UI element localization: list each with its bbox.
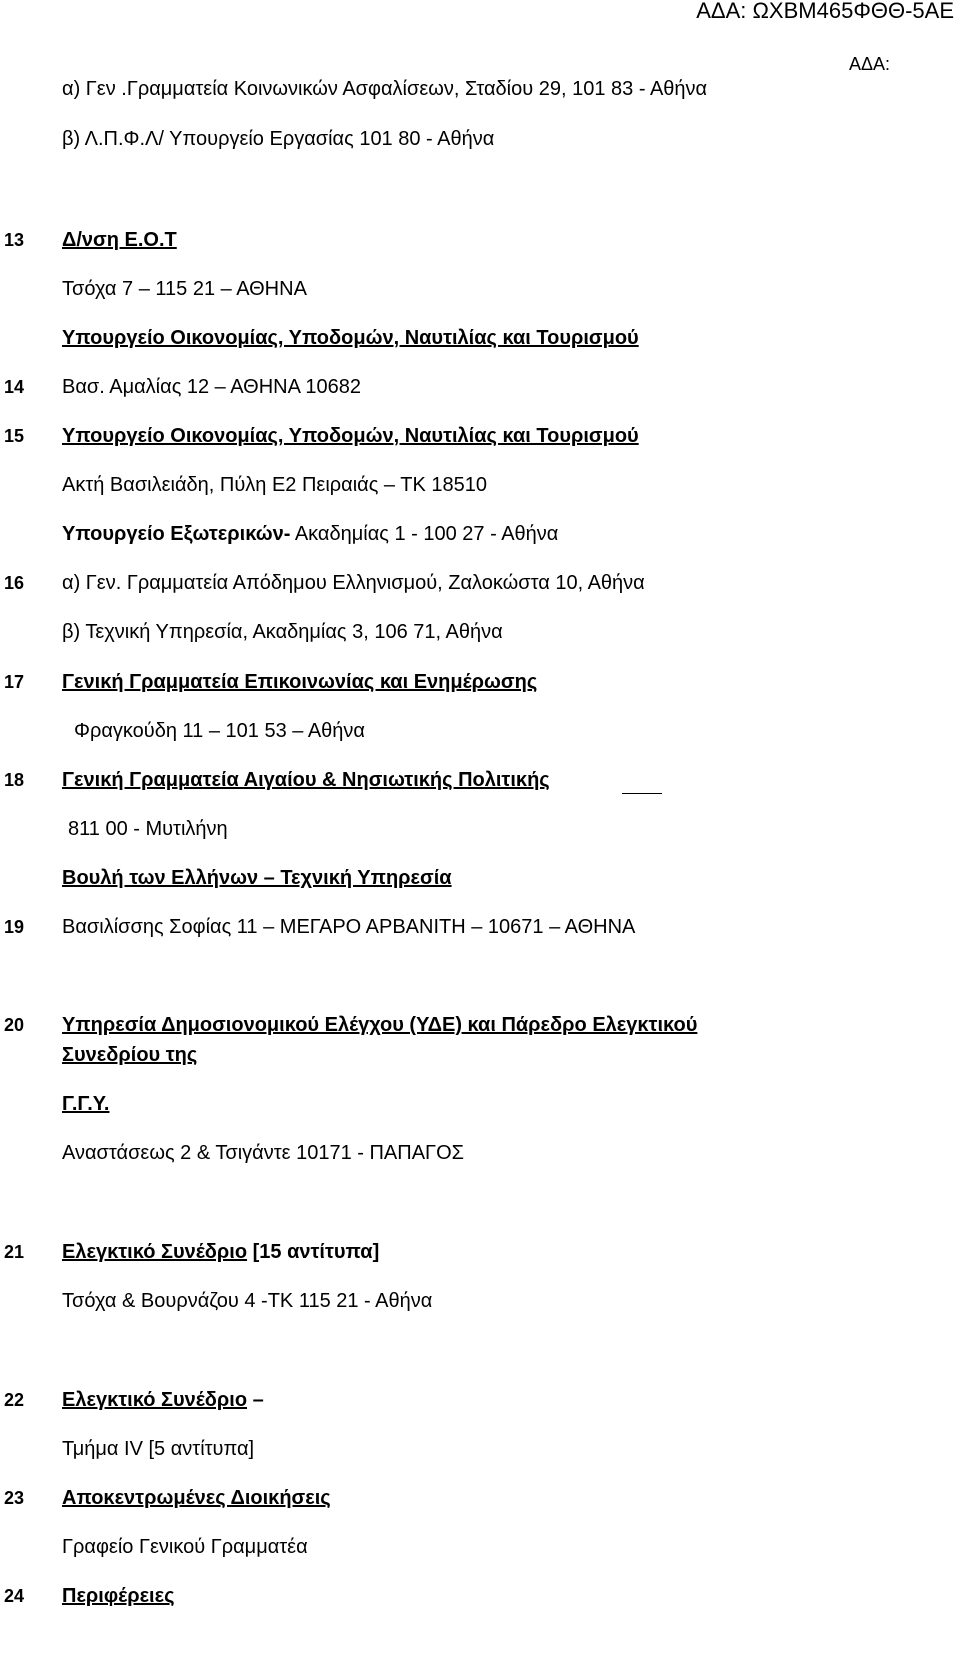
dash: –: [247, 1389, 264, 1411]
ada-code-header: ΑΔΑ: ΩΧΒΜ465ΦΘΘ-5ΑΕ: [696, 0, 954, 23]
item-number: 23: [4, 1488, 25, 1508]
recipient-line: [62, 522, 558, 546]
item-number: 17: [4, 672, 25, 692]
recipient-line: [62, 1388, 264, 1412]
address-line: Τμήμα IV [5 αντίτυπα]: [62, 1438, 255, 1460]
recipient-title: Ελεγκτικό Συνέδριο: [62, 1389, 248, 1411]
item-number: 15: [4, 426, 25, 446]
recipient-title: Συνεδρίου της: [62, 1044, 198, 1066]
item-number: 19: [4, 917, 25, 937]
address-line: β) Λ.Π.Φ.Λ/ Υπουργείο Εργασίας 101 80 - Αθήνα: [62, 128, 495, 150]
address-line: Βασ. Αμαλίας 12 – ΑΘΗΝΑ 10682: [62, 376, 362, 398]
address-line: α) Γεν .Γραμματεία Κοινωνικών Ασφαλίσεων, Σταδίου 29, 101 83 - Αθήνα: [62, 78, 708, 100]
recipient-title: Δ/νση Ε.Ο.Τ: [62, 229, 177, 251]
address-line: Τσόχα & Βουρνάζου 4 -ΤΚ 115 21 - Αθήνα: [62, 1290, 433, 1312]
recipient-title: Γενική Γραμματεία Επικοινωνίας και Ενημέρωσης: [62, 671, 538, 693]
recipient-title: Υπηρεσία Δημοσιονομικού Ελέγχου (ΥΔΕ) και Πάρεδρο Ελεγκτικού: [62, 1014, 698, 1036]
ada-label: ΑΔΑ:: [849, 54, 891, 74]
recipient-title: Βουλή των Ελλήνων – Τεχνική Υπηρεσία: [62, 867, 452, 889]
recipient-title: Αποκεντρωμένες Διοικήσεις: [62, 1487, 331, 1509]
item-number: 21: [4, 1242, 25, 1262]
underline-extension: [622, 793, 662, 794]
address-text: Ακαδημίας 1 - 100 27 - Αθήνα: [290, 523, 559, 545]
address-line: Γραφείο Γενικού Γραμματέα: [62, 1536, 308, 1558]
copies-note: [15 αντίτυπα]: [247, 1241, 380, 1263]
address-line: α) Γεν. Γραμματεία Απόδημου Ελληνισμού, Ζαλοκώστα 10, Αθήνα: [62, 572, 645, 594]
item-number: 16: [4, 573, 25, 593]
address-line: Φραγκούδη 11 – 101 53 – Αθήνα: [74, 720, 365, 742]
recipient-title: Υπουργείο Οικονομίας, Υποδομών, Ναυτιλίας και Τουρισμού: [62, 425, 639, 447]
address-line: Ακτή Βασιλειάδη, Πύλη Ε2 Πειραιάς – ΤΚ 18510: [62, 474, 487, 496]
item-number: 24: [4, 1586, 25, 1606]
recipient-title: Ελεγκτικό Συνέδριο: [62, 1241, 248, 1263]
item-number: 20: [4, 1015, 25, 1035]
address-line: Τσόχα 7 – 115 21 – ΑΘΗΝΑ: [62, 278, 307, 300]
address-line: 811 00 - Μυτιλήνη: [68, 818, 228, 840]
address-line: Αναστάσεως 2 & Τσιγάντε 10171 - ΠΑΠΑΓΟΣ: [62, 1142, 464, 1164]
item-number: 13: [4, 230, 25, 250]
item-number: 14: [4, 377, 25, 397]
address-line: β) Τεχνική Υπηρεσία, Ακαδημίας 3, 106 71, Αθήνα: [62, 621, 503, 643]
recipient-title: Γενική Γραμματεία Αιγαίου & Νησιωτικής Πολιτικής: [62, 769, 550, 791]
item-number: 18: [4, 770, 25, 790]
recipient-title: Υπουργείο Οικονομίας, Υποδομών, Ναυτιλίας και Τουρισμού: [62, 327, 639, 349]
recipient-title: Γ.Γ.Υ.: [62, 1093, 110, 1115]
item-number: 22: [4, 1390, 25, 1410]
recipient-title: Περιφέρειες: [62, 1585, 175, 1607]
address-line: Βασιλίσσης Σοφίας 11 – ΜΕΓΑΡΟ ΑΡΒΑΝΙΤΗ – 10671 – ΑΘΗΝΑ: [62, 916, 636, 938]
recipient-title: Υπουργείο Εξωτερικών-: [62, 523, 291, 545]
recipient-line: [62, 1240, 379, 1264]
